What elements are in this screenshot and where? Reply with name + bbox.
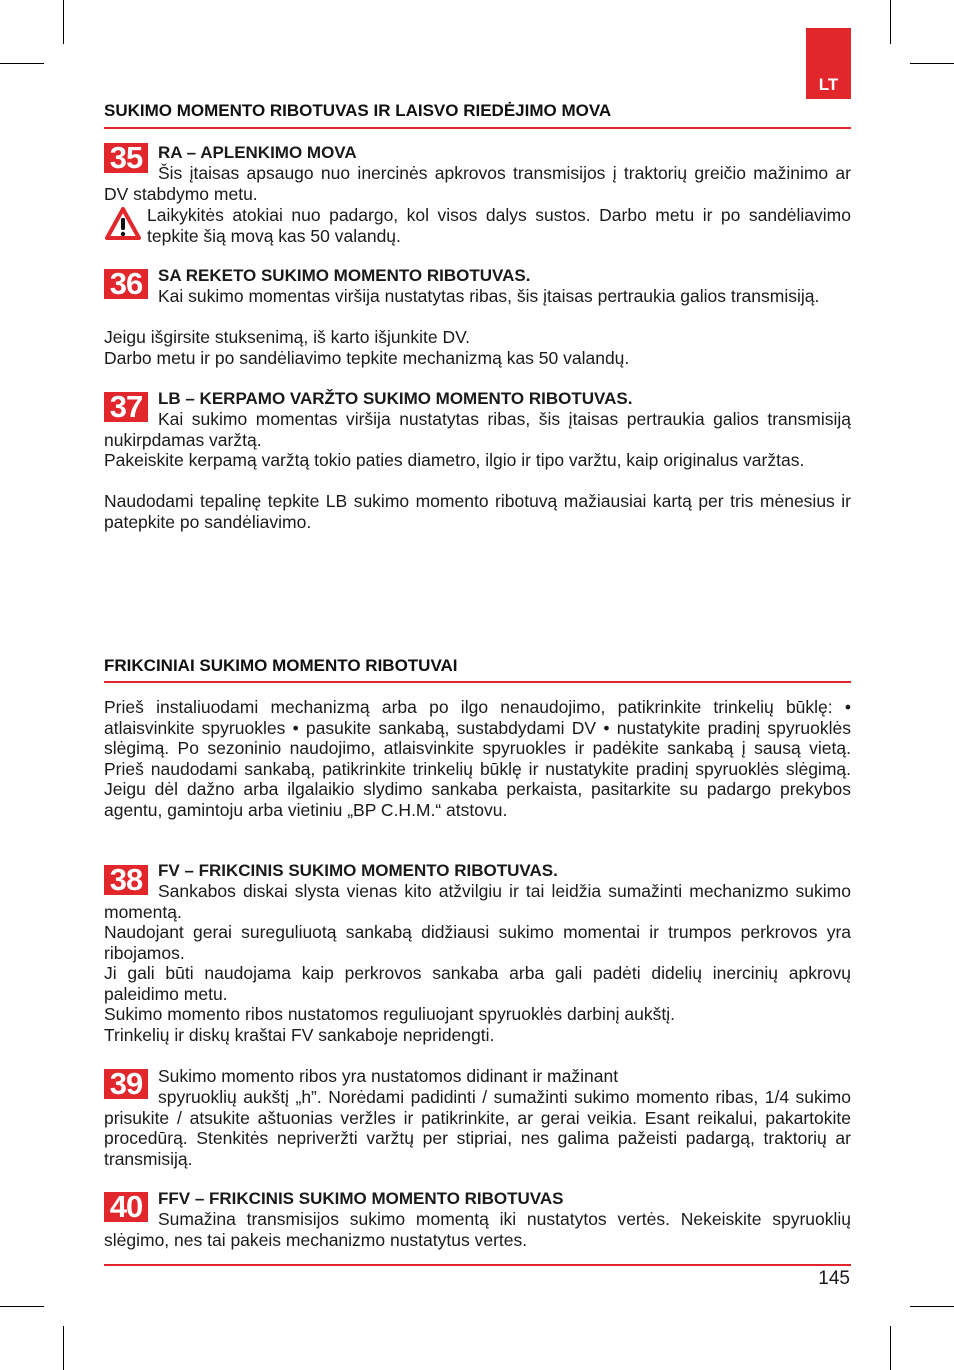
- section-heading: SUKIMO MOMENTO RIBOTUVAS IR LAISVO RIEDĖJIMO MOVA: [104, 101, 612, 120]
- item-body-line: Sukimo momento ribos yra nustatomos didinant ir mažinant: [158, 1066, 619, 1086]
- item-title: FV – FRIKCINIS SUKIMO MOMENTO RIBOTUVAS.: [158, 861, 558, 880]
- crop-mark: [0, 1306, 44, 1307]
- warning-text: Laikykitės atokiai nuo padargo, kol visos dalys sustos. Darbo metu ir po sandėliavimo tepkite šią movą kas 50 valandų.: [147, 205, 851, 246]
- item-body: Kai sukimo momentas viršija nustatytas ribas, šis įtaisas pertraukia galios transmisiją.: [158, 286, 820, 306]
- item-number: 38: [104, 865, 148, 895]
- crop-mark: [63, 0, 64, 44]
- paragraph: Naudojant gerai sureguliuotą sankabą didžiausi sukimo momentai ir trumpos perkrovos yra ribojamos.: [104, 922, 851, 963]
- item-title: FFV – FRIKCINIS SUKIMO MOMENTO RIBOTUVAS: [158, 1189, 564, 1208]
- item-number: 36: [104, 269, 148, 299]
- section-heading: FRIKCINIAI SUKIMO MOMENTO RIBOTUVAI: [104, 656, 458, 675]
- item-number: 37: [104, 392, 148, 422]
- divider: [104, 1264, 851, 1266]
- crop-mark: [0, 63, 44, 64]
- item-number: 35: [104, 143, 148, 173]
- paragraph: Pakeiskite kerpamą varžtą tokio paties diametro, ilgio ir tipo varžtu, kaip originalus varžtas.: [104, 450, 805, 470]
- item-title: SA REKETO SUKIMO MOMENTO RIBOTUVAS.: [158, 266, 531, 285]
- divider: [104, 127, 851, 129]
- crop-mark: [63, 1326, 64, 1370]
- item-title: LB – KERPAMO VARŽTO SUKIMO MOMENTO RIBOTUVAS.: [158, 389, 633, 408]
- item-number: 39: [104, 1069, 148, 1099]
- divider: [104, 681, 851, 683]
- item-body: Sumažina transmisijos sukimo momentą iki nustatytos vertės. Nekeiskite spyruoklių slėgimo, nes tai pakeis mechanizmo nustatytus vertes.: [104, 1209, 851, 1250]
- item-body: Šis įtaisas apsaugo nuo inercinės apkrovos transmisijos į traktorių greičio mažinimo ar DV stabdymo metu.: [104, 163, 851, 204]
- item-number: 40: [104, 1192, 148, 1222]
- intro-paragraph: Prieš instaliuodami mechanizmą arba po ilgo nenaudojimo, patikrinkite trinkelių būklę: • atlaisvinkite spyruokles • pasukite sankabą, sustabdydami DV • nustatykite pradinį spyruoklės slėgimą. Po sezoninio naudojimo, atlaisvinkite spyruokles ir padėkite sankabą į sausą vietą. Prieš naudodami sankabą, patikrinkite trinkelių būklę ir nustatykite pradinį spyruoklės slėgimą. Jeigu dėl dažno arba ilgalaikio slydimo sankaba perkaista, pasitarkite su padargo prekybos agentu, gamintoju arba vietiniu „BP C.H.M.“ atstovu.: [104, 697, 851, 820]
- crop-mark: [910, 1306, 954, 1307]
- crop-mark: [910, 63, 954, 64]
- paragraph: Sukimo momento ribos nustatomos reguliuojant spyruoklės darbinį aukštį.: [104, 1004, 675, 1024]
- paragraph: Trinkelių ir diskų kraštai FV sankaboje nepridengti.: [104, 1025, 495, 1045]
- warning-triangle-icon: [104, 206, 142, 242]
- paragraph: Darbo metu ir po sandėliavimo tepkite mechanizmą kas 50 valandų.: [104, 348, 630, 368]
- item-title: RA – APLENKIMO MOVA: [158, 143, 357, 162]
- crop-mark: [890, 0, 891, 44]
- page-number: 145: [818, 1268, 850, 1289]
- paragraph: Ji gali būti naudojama kaip perkrovos sankaba arba gali padėti didelių inercinių apkrovų paleidimo metu.: [104, 963, 851, 1004]
- language-tab: LT: [806, 28, 851, 99]
- item-body: spyruoklių aukštį „h”. Norėdami padidinti / sumažinti sukimo momento ribas, 1/4 sukimo prisukite / atsukite aštuonias veržles ir patikrinkite, ar gerai veikia. Esant reikalui, pakartokite procedūrą. Stenkitės nepriveržti varžtų per stipriai, nes galima pažeisti padargą, traktorių ar transmisiją.: [104, 1087, 851, 1169]
- paragraph: Naudodami tepalinę tepkite LB sukimo momento ribotuvą mažiausiai kartą per tris mėnesius ir patepkite po sandėliavimo.: [104, 491, 851, 532]
- item-body: Kai sukimo momentas viršija nustatytas ribas, šis įtaisas pertraukia galios transmisiją nukirpdamas varžtą.: [104, 409, 851, 450]
- item-body: Sankabos diskai slysta vienas kito atžvilgiu ir tai leidžia sumažinti mechanizmo sukimo momentą.: [104, 881, 851, 922]
- paragraph: Jeigu išgirsite stuksenimą, iš karto išjunkite DV.: [104, 327, 471, 347]
- crop-mark: [890, 1326, 891, 1370]
